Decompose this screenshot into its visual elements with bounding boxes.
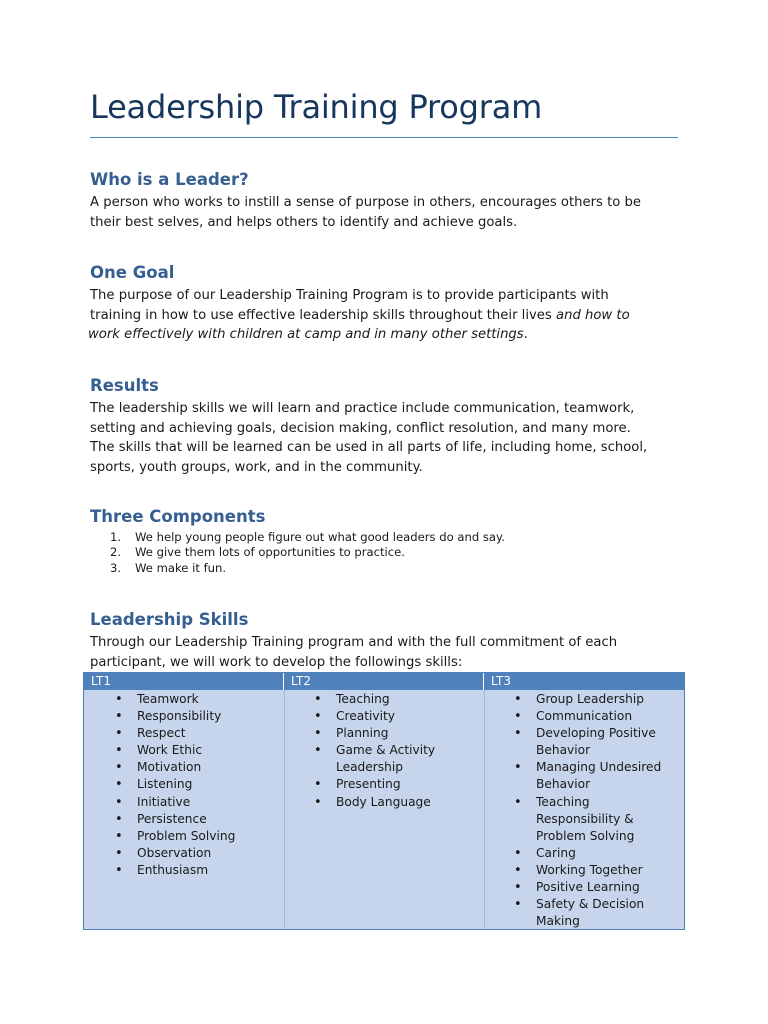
paragraph-who-is-a-leader — [90, 193, 680, 232]
paragraph-line: Through our Leadership Training program and with the full commitment of each — [90, 635, 618, 650]
heading-three-components: Three Components — [90, 507, 266, 526]
list-item — [110, 545, 505, 560]
components-list — [110, 530, 505, 576]
skill-list-item: • Teaching — [314, 691, 435, 708]
skill-list-item: Behavior — [536, 777, 591, 792]
heading-who-is-a-leader: Who is a Leader? — [90, 170, 249, 189]
list-item — [110, 561, 505, 576]
title-divider — [90, 137, 678, 138]
skill-list-item: • Presenting — [314, 776, 435, 793]
paragraph-line — [90, 306, 680, 326]
skill-list-item: • Teaching — [514, 794, 661, 811]
skill-list-item: • Developing Positive — [514, 725, 661, 742]
paragraph-line: their best selves, and helps others to identify and achieve goals. — [90, 214, 518, 230]
skill-list-item: • Problem Solving — [115, 828, 235, 845]
paragraph-text: training in how to use effective leadership skills throughout their lives — [90, 307, 556, 323]
skill-list-item: • Body Language — [314, 794, 435, 811]
paragraph-line: A person who works to instill a sense of purpose in others, encourages others to be — [90, 195, 642, 210]
column-header-lt1: LT1 — [84, 673, 284, 690]
paragraph-line: The skills that will be learned can be used in all parts of life, including home, school, — [90, 440, 648, 455]
skills-table — [83, 672, 685, 930]
skill-list-item: • Communication — [514, 708, 661, 725]
skill-list-item: • Responsibility — [115, 708, 235, 725]
skill-list-item: • Planning — [314, 725, 435, 742]
skill-list-item: • Positive Learning — [514, 879, 661, 896]
skill-list-item: • Respect — [115, 725, 235, 742]
paragraph-line — [88, 325, 680, 345]
skill-list-item: Problem Solving — [536, 828, 635, 843]
skill-list-item: • Safety & Decision — [514, 896, 661, 913]
skill-list-item: Responsibility & — [536, 811, 634, 826]
list-item — [110, 530, 505, 545]
skill-list-item: • Teamwork — [115, 691, 235, 708]
heading-leadership-skills: Leadership Skills — [90, 610, 249, 629]
skill-list-item: Behavior — [536, 743, 591, 758]
list-text: We help young people figure out what good leaders do and say. — [135, 530, 505, 544]
heading-one-goal: One Goal — [90, 263, 175, 282]
skill-list-item: • Observation — [115, 845, 235, 862]
list-number: 1. — [110, 530, 122, 544]
document-title: Leadership Training Program — [90, 88, 543, 126]
skill-list-item: • Creativity — [314, 708, 435, 725]
skill-list-item: Making — [536, 914, 580, 929]
list-text: We give them lots of opportunities to practice. — [135, 545, 405, 560]
column-lt1 — [84, 690, 285, 929]
skill-list-item: • Initiative — [115, 794, 235, 811]
paragraph-results — [90, 399, 680, 477]
skill-list-item: Leadership — [336, 760, 403, 775]
paragraph-line: The leadership skills we will learn and practice include communication, teamwork, — [90, 401, 635, 416]
column-lt3 — [484, 690, 684, 929]
list-number: 3. — [110, 560, 122, 575]
skills-list-lt1 — [115, 691, 235, 879]
paragraph-line: participant, we will work to develop the followings skills: — [90, 654, 463, 670]
skills-list-lt2 — [314, 691, 435, 811]
skill-list-item: • Listening — [115, 776, 235, 793]
list-number: 2. — [110, 545, 122, 560]
paragraph-one-goal — [90, 286, 680, 345]
skill-list-item: • Working Together — [514, 862, 661, 879]
column-header-lt2: LT2 — [284, 673, 484, 690]
skill-list-item: • Managing Undesired — [514, 759, 661, 776]
skill-list-item: • Caring — [514, 845, 661, 862]
paragraph-italic-text: work effectively with children at camp and in many other settings — [88, 327, 524, 342]
paragraph-text: . — [523, 327, 528, 342]
list-text: We make it fun. — [135, 560, 227, 575]
paragraph-leadership-skills — [90, 633, 680, 672]
skill-list-item: • Game & Activity — [314, 742, 435, 759]
paragraph-line: sports, youth groups, work, and in the community. — [90, 459, 423, 475]
skills-list-lt3 — [514, 691, 661, 930]
column-header-lt3: LT3 — [491, 674, 511, 688]
paragraph-italic-text: and how to — [556, 307, 630, 323]
column-lt2 — [284, 690, 485, 929]
skill-list-item: • Persistence — [115, 811, 235, 828]
paragraph-line: The purpose of our Leadership Training Program is to provide participants with — [90, 288, 609, 303]
heading-results: Results — [90, 376, 159, 395]
skill-list-item: • Work Ethic — [115, 742, 235, 759]
skill-list-item: • Motivation — [115, 759, 235, 776]
skill-list-item: • Group Leadership — [514, 691, 661, 708]
skills-table-header — [84, 673, 684, 690]
paragraph-line: setting and achieving goals, decision making, conflict resolution, and many more. — [90, 420, 631, 436]
skill-list-item: • Enthusiasm — [115, 862, 235, 879]
